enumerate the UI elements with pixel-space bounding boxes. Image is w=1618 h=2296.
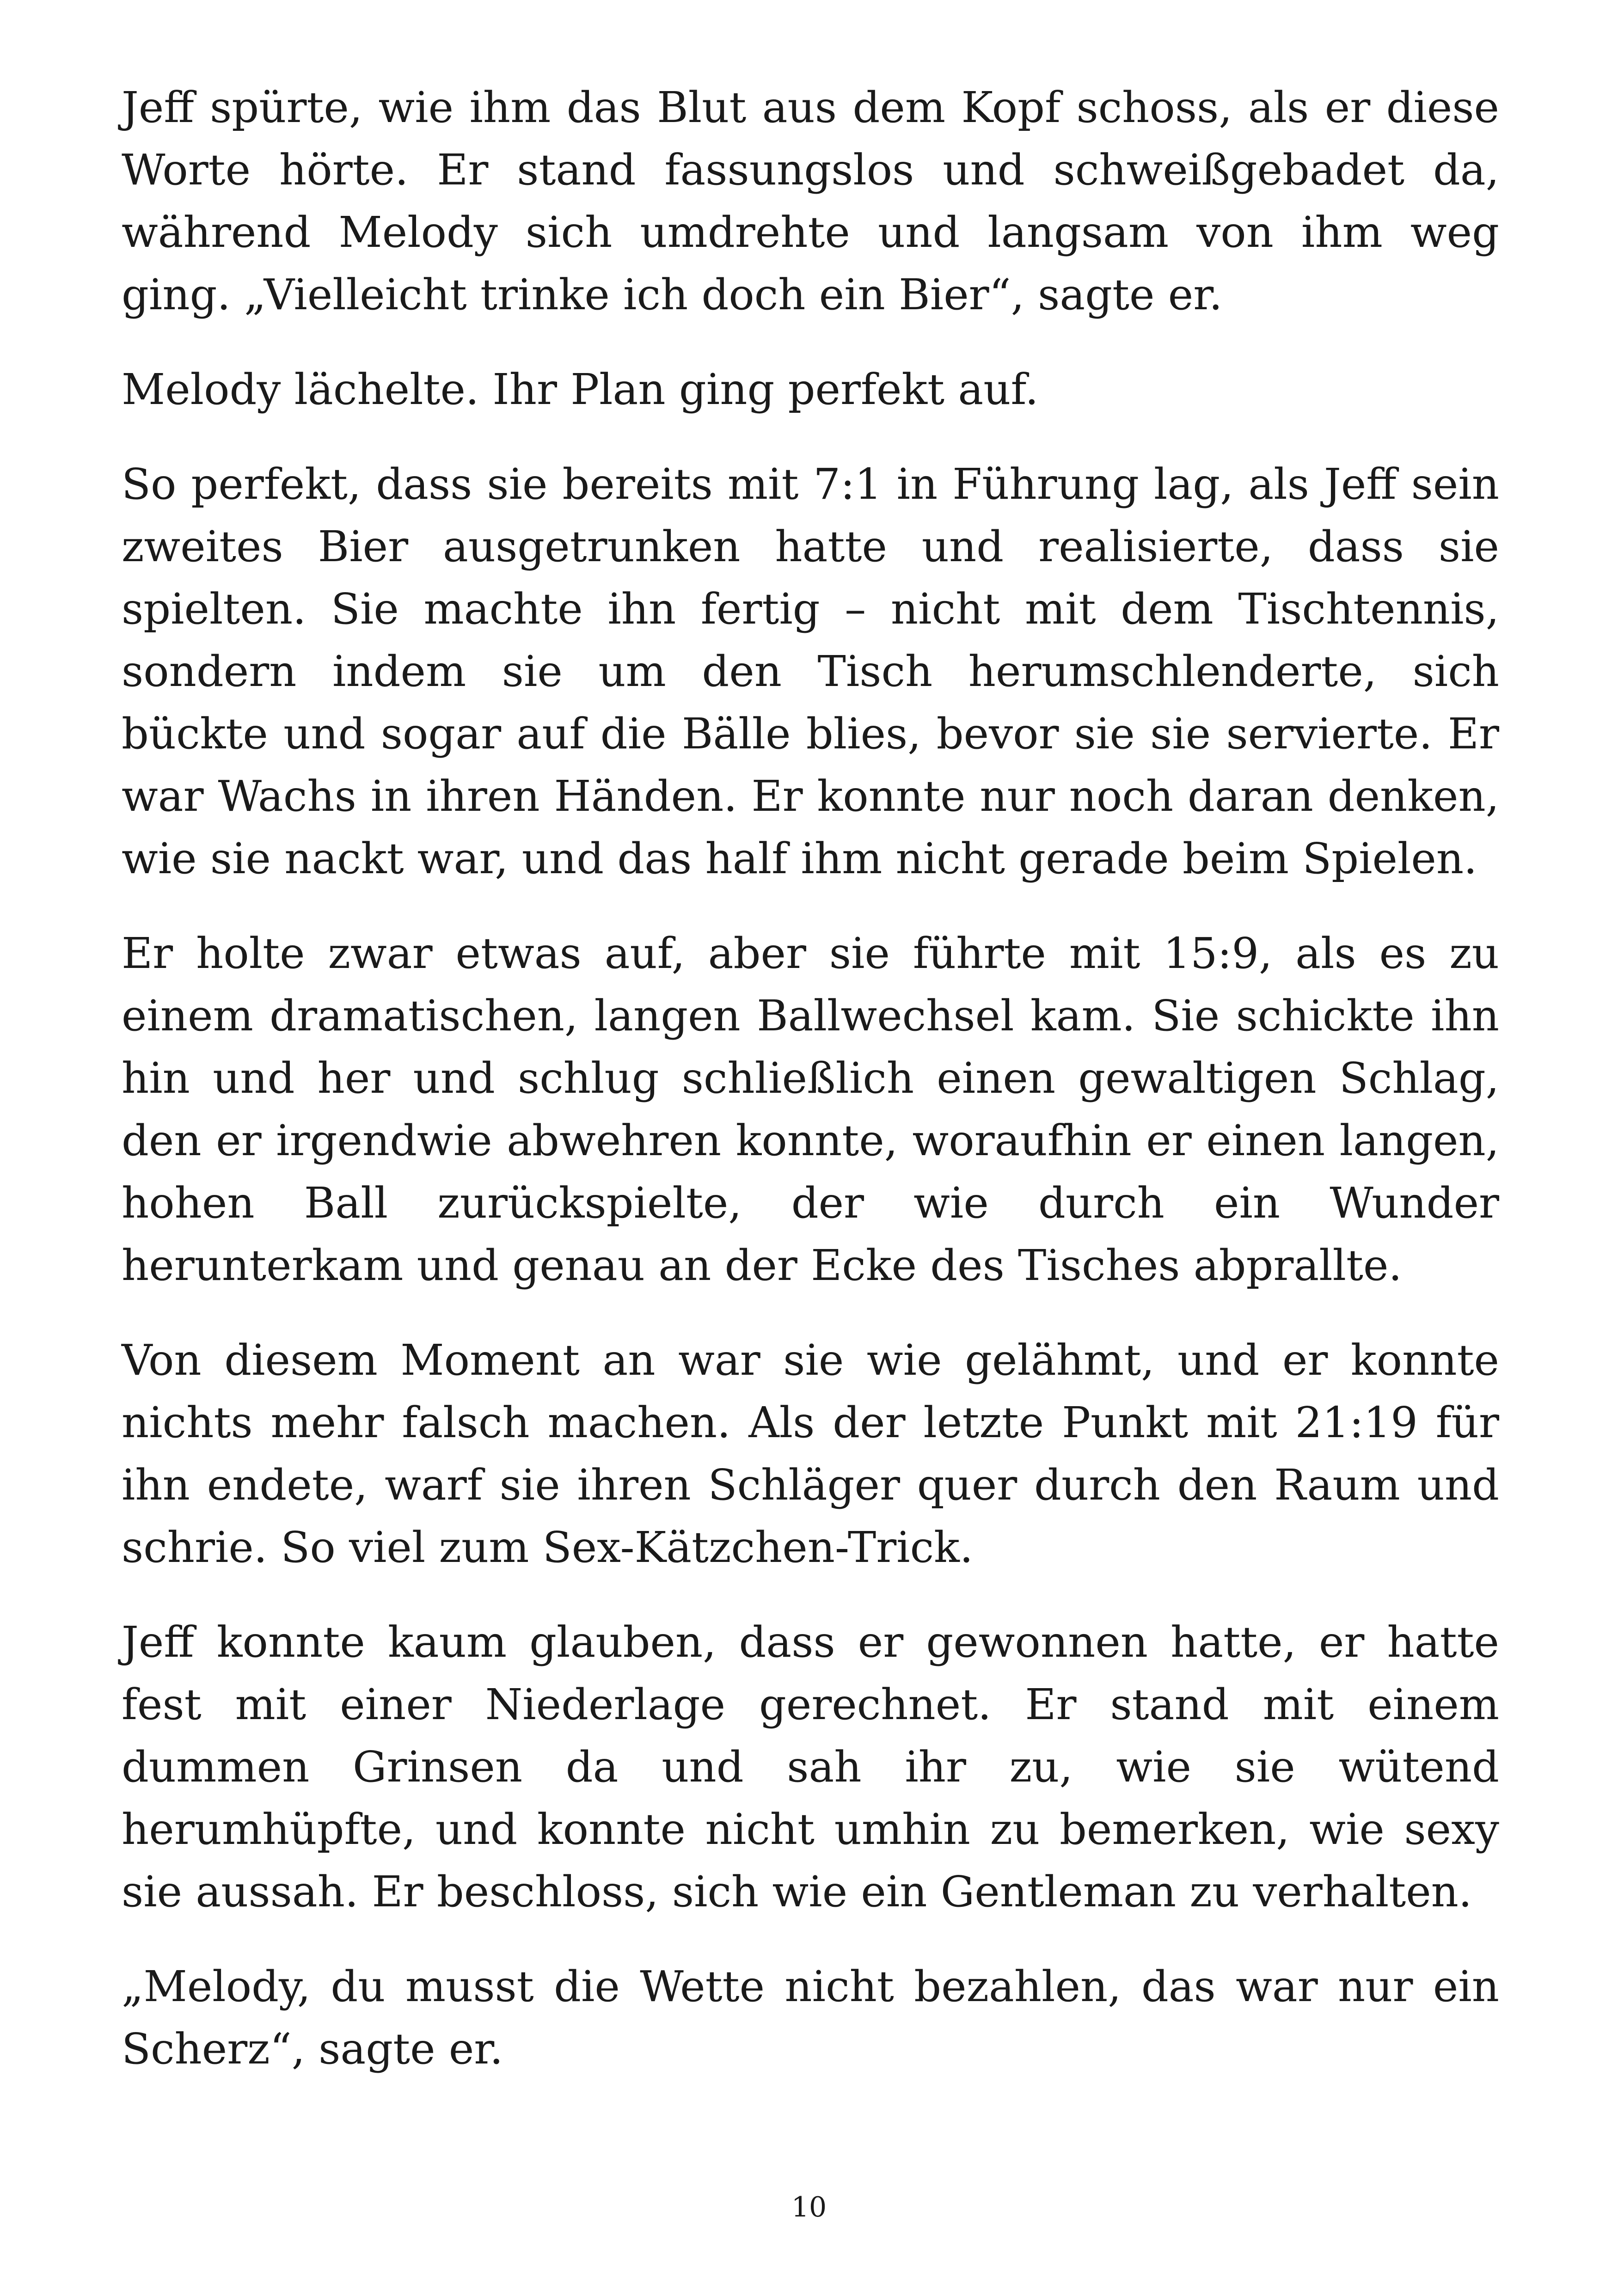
paragraph-1: Jeff spürte, wie ihm das Blut aus dem Kopf schoss, als er diese Worte hörte. Er stand fassungslos und schweißgebadet da, während Melody sich umdrehte und langsam von ihm weg ging. „Vielleicht trinke ich doch ein Bier“, sagte er. <box>122 83 1499 319</box>
paragraph-4: Er holte zwar etwas auf, aber sie führte mit 15:9, als es zu einem dramatischen, langen Ballwechsel kam. Sie schickte ihn hin und her und schlug schließlich einen gewaltigen Schlag, den er irgendwie abwehren konnte, woraufhin er einen langen, hohen Ball zurückspielte, der wie durch ein Wunder herunterkam und genau an der Ecke des Tisches abprallte. <box>122 929 1499 1290</box>
paragraph-5: Von diesem Moment an war sie wie gelähmt, und er konnte nichts mehr falsch machen. Als der letzte Punkt mit 21:19 für ihn endete, warf sie ihren Schläger quer durch den Raum und schrie. So viel zum Sex-Kätzchen-Trick. <box>122 1335 1499 1572</box>
body-text <box>122 76 1499 2112</box>
paragraph-3: So perfekt, dass sie bereits mit 7:1 in Führung lag, als Jeff sein zweites Bier ausgetrunken hatte und realisierte, dass sie spielten. Sie machte ihn fertig – nicht mit dem Tischtennis, sondern indem sie um den Tisch herumschlenderte, sich bückte und sogar auf die Bälle blies, bevor sie sie servierte. Er war Wachs in ihren Händen. Er konnte nur noch daran denken, wie sie nackt war, und das half ihm nicht gerade beim Spielen. <box>122 459 1499 883</box>
paragraph-2: Melody lächelte. Ihr Plan ging perfekt auf. <box>122 365 1039 414</box>
paragraph-7: „Melody, du musst die Wette nicht bezahlen, das war nur ein Scherz“, sagte er. <box>122 1962 1499 2074</box>
paragraph-6: Jeff konnte kaum glauben, dass er gewonnen hatte, er hatte fest mit einer Niederlage gerechnet. Er stand mit einem dummen Grinsen da und sah ihr zu, wie sie wütend herumhüpfte, und konnte nicht umhin zu bemerken, wie sexy sie aussah. Er beschloss, sich wie ein Gentleman zu verhalten. <box>122 1617 1499 1916</box>
page-number: 10 <box>791 2191 827 2223</box>
